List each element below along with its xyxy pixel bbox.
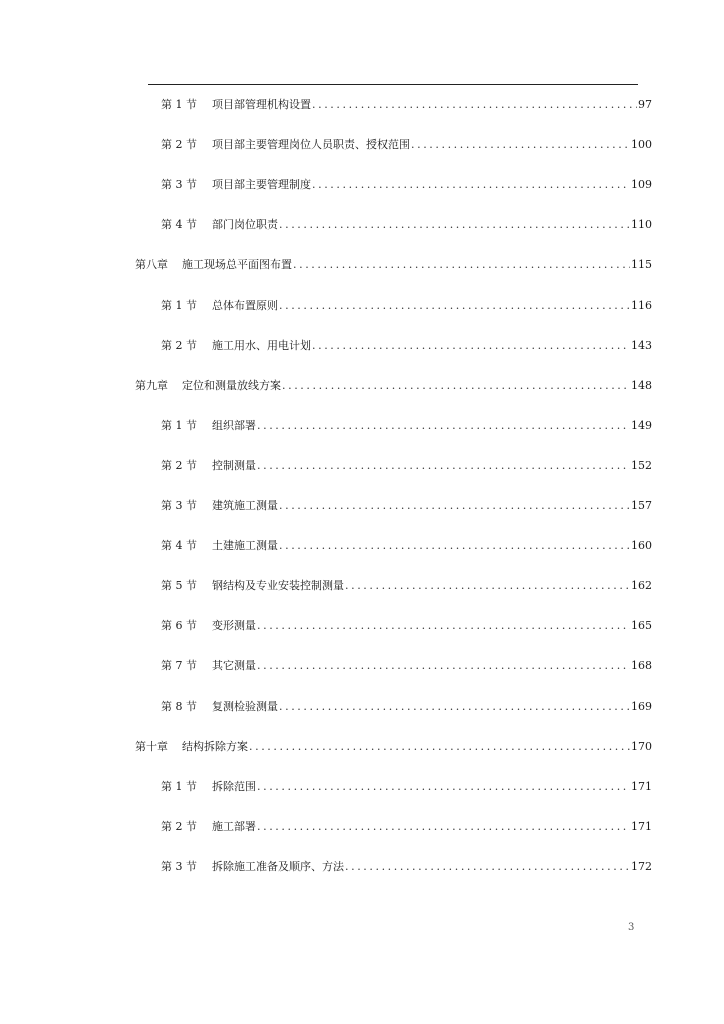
toc-entry-page: 169 — [631, 700, 652, 713]
toc-section-entry[interactable] — [161, 459, 652, 473]
toc-entry-title: 拆除施工准备及顺序、方法 — [212, 860, 344, 873]
toc-dot-leader — [257, 659, 630, 673]
toc-section-entry[interactable] — [161, 138, 652, 152]
toc-entry-title: 项目部主要管理岗位人员职责、授权范围 — [212, 138, 410, 151]
toc-entry-title: 控制测量 — [212, 459, 256, 472]
toc-dot-leader — [282, 379, 630, 393]
page-number: 3 — [628, 922, 635, 933]
toc-section-entry[interactable] — [161, 700, 652, 714]
toc-entry-title: 其它测量 — [212, 659, 256, 672]
toc-dot-leader — [279, 499, 630, 513]
toc-entry-page: 143 — [631, 339, 652, 352]
toc-dot-leader — [279, 700, 630, 714]
toc-dot-leader — [257, 459, 630, 473]
toc-entry-page: 162 — [631, 579, 652, 592]
toc-chapter-entry[interactable] — [135, 258, 652, 272]
toc-dot-leader — [411, 138, 630, 152]
toc-dot-leader — [293, 258, 630, 272]
toc-section-entry[interactable] — [161, 820, 652, 834]
toc-entry-page: 165 — [631, 619, 652, 632]
toc-dot-leader — [257, 780, 630, 794]
toc-entry-page: 97 — [638, 98, 652, 111]
toc-dot-leader — [257, 419, 630, 433]
toc-entry-number: 第 1 节 — [161, 98, 197, 111]
toc-entry-number: 第 8 节 — [161, 700, 197, 713]
toc-section-entry[interactable] — [161, 339, 652, 353]
toc-entry-title: 结构拆除方案 — [182, 740, 248, 753]
toc-entry-title: 定位和测量放线方案 — [182, 379, 281, 392]
toc-entry-page: 116 — [631, 299, 652, 312]
toc-entry-title: 项目部管理机构设置 — [212, 98, 311, 111]
toc-entry-title: 建筑施工测量 — [212, 499, 278, 512]
toc-entry-page: 110 — [631, 218, 652, 231]
toc-entry-title: 施工部署 — [212, 820, 256, 833]
toc-section-entry[interactable] — [161, 619, 652, 633]
toc-entry-number: 第 3 节 — [161, 178, 197, 191]
toc-dot-leader — [279, 299, 630, 313]
toc-chapter-entry[interactable] — [135, 740, 652, 754]
toc-entry-title: 钢结构及专业安装控制测量 — [212, 579, 344, 592]
toc-dot-leader — [312, 178, 630, 192]
toc-section-entry[interactable] — [161, 539, 652, 553]
toc-entry-page: 168 — [631, 659, 652, 672]
toc-section-entry[interactable] — [161, 499, 652, 513]
toc-entry-number: 第 3 节 — [161, 499, 197, 512]
toc-entry-title: 组织部署 — [212, 419, 256, 432]
toc-entry-number: 第 2 节 — [161, 820, 197, 833]
toc-section-entry[interactable] — [161, 780, 652, 794]
toc-dot-leader — [249, 740, 630, 754]
toc-dot-leader — [345, 579, 630, 593]
toc-section-entry[interactable] — [161, 299, 652, 313]
toc-entry-title: 变形测量 — [212, 619, 256, 632]
toc-entry-page: 149 — [631, 419, 652, 432]
toc-entry-number: 第 5 节 — [161, 579, 197, 592]
toc-entry-page: 148 — [631, 379, 652, 392]
toc-entry-page: 171 — [631, 820, 652, 833]
toc-entry-number: 第 2 节 — [161, 138, 197, 151]
toc-section-entry[interactable] — [161, 178, 652, 192]
toc-entry-title: 总体布置原则 — [212, 299, 278, 312]
toc-section-entry[interactable] — [161, 659, 652, 673]
toc-dot-leader — [257, 619, 630, 633]
toc-entry-number: 第 2 节 — [161, 459, 197, 472]
toc-entry-number: 第 6 节 — [161, 619, 197, 632]
toc-entry-number: 第 3 节 — [161, 860, 197, 873]
toc-entry-page: 109 — [631, 178, 652, 191]
toc-section-entry[interactable] — [161, 579, 652, 593]
toc-entry-number: 第 1 节 — [161, 780, 197, 793]
toc-entry-number: 第九章 — [135, 379, 168, 392]
toc-dot-leader — [345, 860, 630, 874]
toc-dot-leader — [312, 339, 630, 353]
toc-entry-page: 172 — [631, 860, 652, 873]
toc-entry-title: 拆除范围 — [212, 780, 256, 793]
toc-entry-number: 第八章 — [135, 258, 168, 271]
toc-entry-number: 第 4 节 — [161, 218, 197, 231]
toc-entry-page: 170 — [631, 740, 652, 753]
toc-entry-number: 第 1 节 — [161, 299, 197, 312]
toc-entry-title: 部门岗位职责 — [212, 218, 278, 231]
toc-section-entry[interactable] — [161, 98, 652, 112]
toc-entry-number: 第 1 节 — [161, 419, 197, 432]
toc-entry-page: 115 — [631, 258, 652, 271]
toc-dot-leader — [312, 98, 637, 112]
toc-entry-number: 第 2 节 — [161, 339, 197, 352]
toc-entry-page: 160 — [631, 539, 652, 552]
toc-entry-page: 157 — [631, 499, 652, 512]
toc-dot-leader — [279, 539, 630, 553]
toc-entry-page: 152 — [631, 459, 652, 472]
toc-entry-title: 项目部主要管理制度 — [212, 178, 311, 191]
toc-entry-number: 第 4 节 — [161, 539, 197, 552]
toc-entry-title: 施工现场总平面图布置 — [182, 258, 292, 271]
toc-chapter-entry[interactable] — [135, 379, 652, 393]
toc-entry-title: 复测检验测量 — [212, 700, 278, 713]
toc-entry-number: 第十章 — [135, 740, 168, 753]
toc-entry-page: 100 — [631, 138, 652, 151]
toc-entry-page: 171 — [631, 780, 652, 793]
toc-dot-leader — [279, 218, 630, 232]
toc-entry-title: 施工用水、用电计划 — [212, 339, 311, 352]
toc-section-entry[interactable] — [161, 218, 652, 232]
toc-dot-leader — [257, 820, 630, 834]
toc-section-entry[interactable] — [161, 419, 652, 433]
toc-section-entry[interactable] — [161, 860, 652, 874]
toc-entry-title: 土建施工测量 — [212, 539, 278, 552]
toc-entry-number: 第 7 节 — [161, 659, 197, 672]
